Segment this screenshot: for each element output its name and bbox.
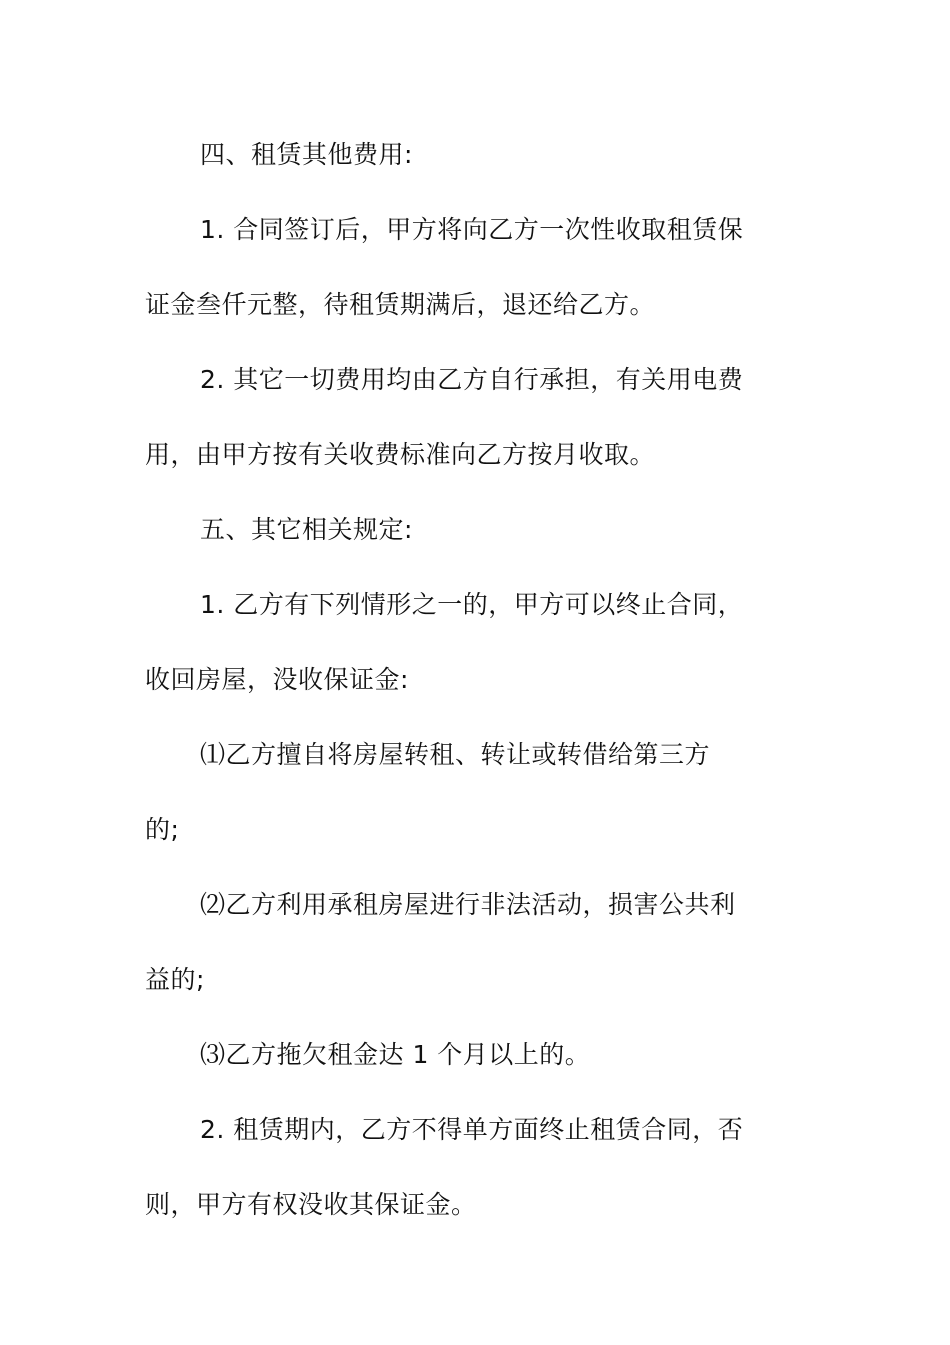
paragraph-line: 1. 乙方有下列情形之一的，甲方可以终止合同， (200, 590, 744, 619)
paragraph-line: 证金叁仟元整，待租赁期满后，退还给乙方。 (145, 290, 656, 319)
paragraph-line: 2. 其它一切费用均由乙方自行承担，有关用电费 (200, 365, 744, 394)
paragraph-line: 收回房屋，没收保证金: (145, 665, 409, 694)
paragraph-line: ⑴乙方擅自将房屋转租、转让或转借给第三方 (200, 740, 711, 769)
paragraph-line: 2. 租赁期内，乙方不得单方面终止租赁合同，否 (200, 1115, 744, 1144)
paragraph-line: ⑵乙方利用承租房屋进行非法活动，损害公共利 (200, 890, 736, 919)
paragraph-line: ⑶乙方拖欠租金达 1 个月以上的。 (200, 1040, 591, 1069)
section-heading-rules: 五、其它相关规定: (200, 515, 413, 544)
paragraph-line: 用，由甲方按有关收费标准向乙方按月收取。 (145, 440, 656, 469)
paragraph-line: 则，甲方有权没收其保证金。 (145, 1190, 477, 1219)
paragraph-line: 益的; (145, 965, 205, 994)
paragraph-line: 1. 合同签订后，甲方将向乙方一次性收取租赁保 (200, 215, 744, 244)
section-heading-fees: 四、租赁其他费用: (200, 140, 413, 169)
paragraph-line: 的; (145, 815, 180, 844)
